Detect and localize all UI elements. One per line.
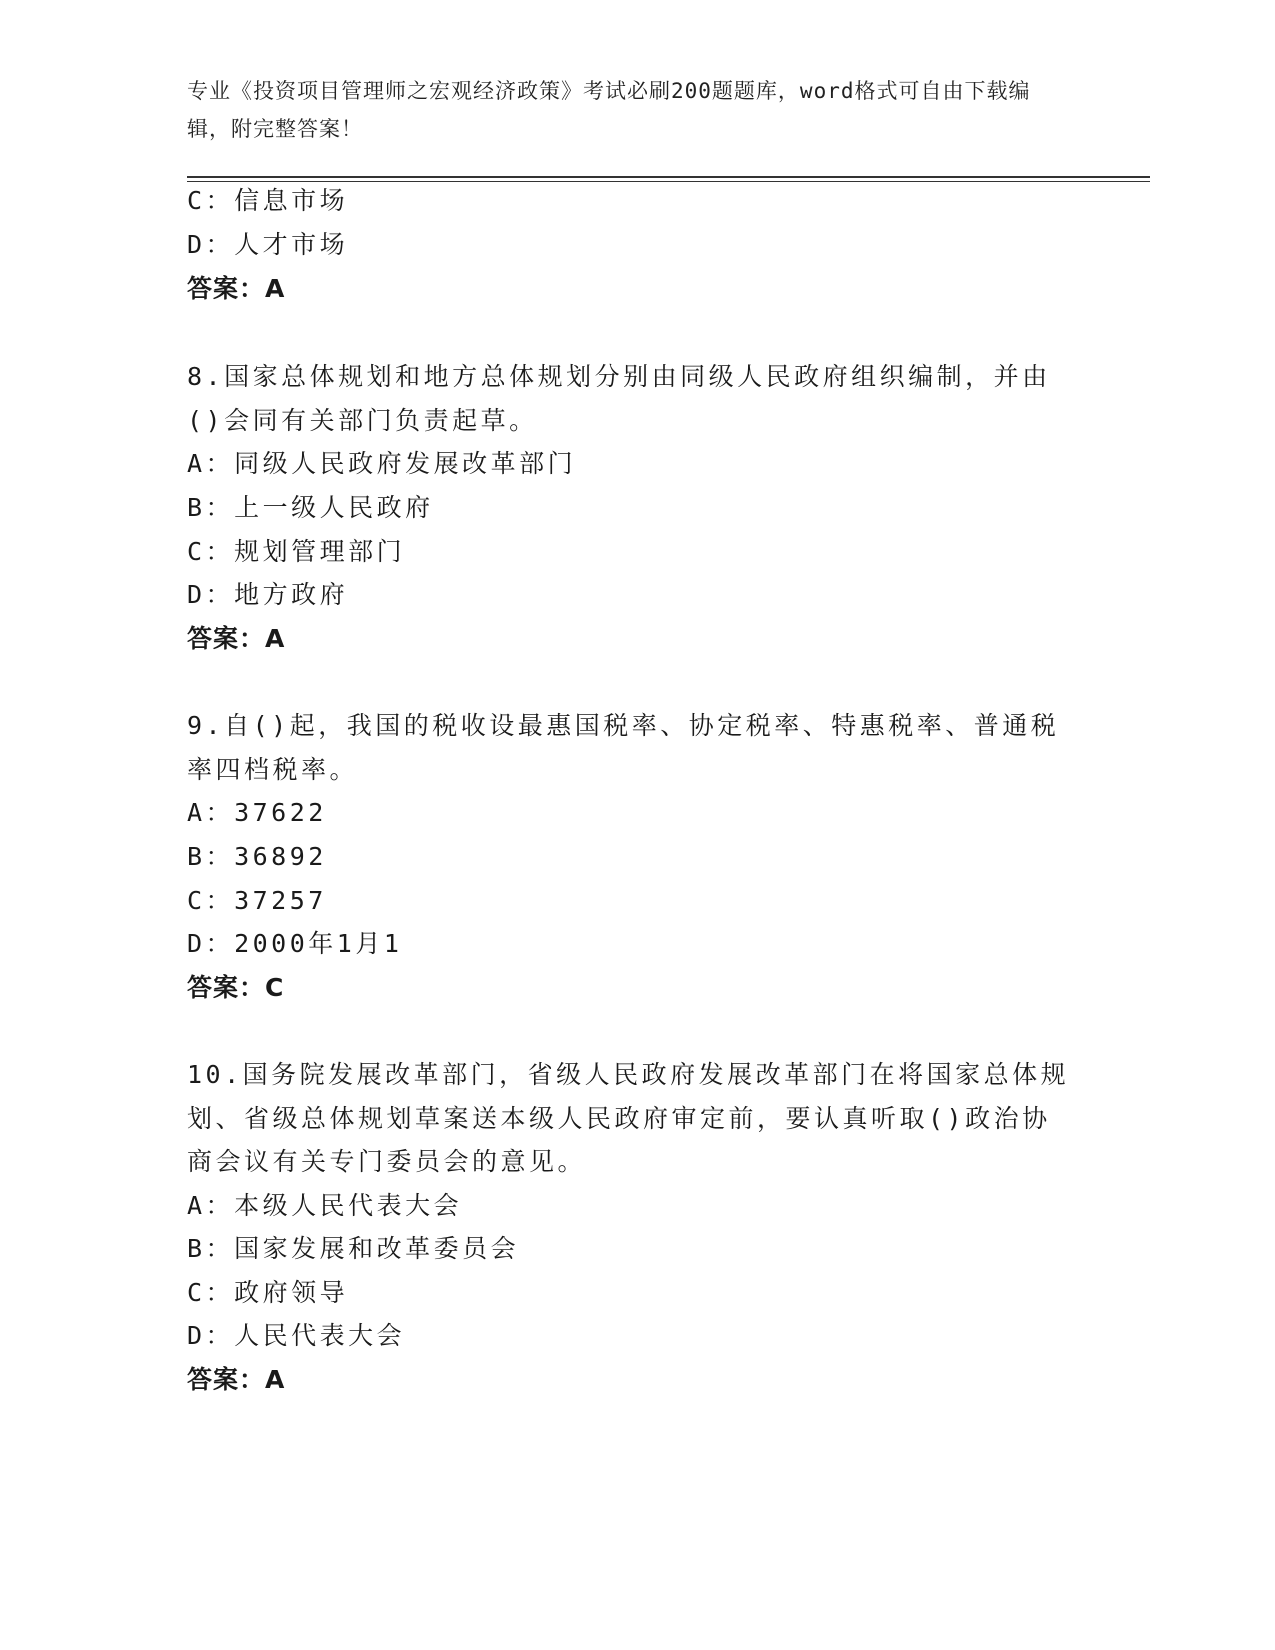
option-letter: B：: [187, 1234, 235, 1263]
option-letter: B：: [187, 493, 235, 522]
option-c: [187, 529, 405, 575]
answer-line: 答案：C: [187, 973, 285, 1002]
answer-line: 答案：A: [187, 274, 286, 303]
header-intro-text: 专业《投资项目管理师之宏观经济政策》考试必刷200题题库，word格式可自由下载编辑，附完整答案！: [187, 79, 1031, 141]
option-text: 国家发展和改革委员会: [234, 1234, 520, 1263]
option-letter: C：: [187, 537, 235, 566]
question-stem-line: 9.自()起，我国的税收设最惠国税率、协定税率、特惠税率、普通税: [187, 711, 1060, 740]
option-letter: C：: [187, 886, 235, 915]
option-text: 信息市场: [234, 186, 349, 215]
option-d: [187, 572, 348, 618]
document-header: [187, 72, 1067, 148]
option-c: [187, 1270, 348, 1316]
option-letter: B：: [187, 842, 235, 871]
option-letter: C：: [187, 1278, 235, 1307]
option-b: [187, 485, 434, 531]
option-letter: C：: [187, 186, 235, 215]
question-stem-line: 划、省级总体规划草案送本级人民政府审定前，要认真听取()政治协: [187, 1104, 1051, 1133]
option-b: [187, 834, 327, 880]
option-letter: A：: [187, 798, 235, 827]
option-text: 同级人民政府发展改革部门: [234, 449, 577, 478]
question-stem-line: 8.国家总体规划和地方总体规划分别由同级人民政府组织编制，并由: [187, 362, 1051, 391]
option-text: 37257: [234, 886, 327, 915]
answer-line: 答案：A: [187, 624, 286, 653]
option-letter: D：: [187, 580, 235, 609]
option-letter: A：: [187, 449, 235, 478]
option-text: 地方政府: [234, 580, 349, 609]
option-d: [187, 1313, 405, 1359]
option-text: 人才市场: [234, 230, 349, 259]
option-letter: A：: [187, 1191, 235, 1220]
question-stem-line: 率四档税率。: [187, 755, 359, 784]
option-text: 政府领导: [234, 1278, 349, 1307]
option-letter: D：: [187, 1321, 235, 1350]
option-letter: D：: [187, 929, 235, 958]
option-b: [187, 1226, 519, 1272]
option-a: [187, 1183, 462, 1229]
option-c: [187, 178, 348, 224]
question-stem-line: 商会议有关专门委员会的意见。: [187, 1147, 587, 1176]
option-text: 人民代表大会: [234, 1321, 406, 1350]
option-c: [187, 878, 327, 924]
answer-line: 答案：A: [187, 1365, 286, 1394]
option-text: 上一级人民政府: [234, 493, 434, 522]
question-stem-line: ()会同有关部门负责起草。: [187, 406, 538, 435]
option-letter: D：: [187, 230, 235, 259]
option-text: 36892: [234, 842, 327, 871]
option-a: [187, 441, 576, 487]
option-d: [187, 921, 402, 967]
option-a: [187, 790, 327, 836]
question-stem-line: 10.国务院发展改革部门，省级人民政府发展改革部门在将国家总体规: [187, 1060, 1070, 1089]
option-text: 规划管理部门: [234, 537, 406, 566]
option-d: [187, 222, 348, 268]
option-text: 2000年1月1: [234, 929, 403, 958]
option-text: 本级人民代表大会: [234, 1191, 463, 1220]
option-text: 37622: [234, 798, 327, 827]
